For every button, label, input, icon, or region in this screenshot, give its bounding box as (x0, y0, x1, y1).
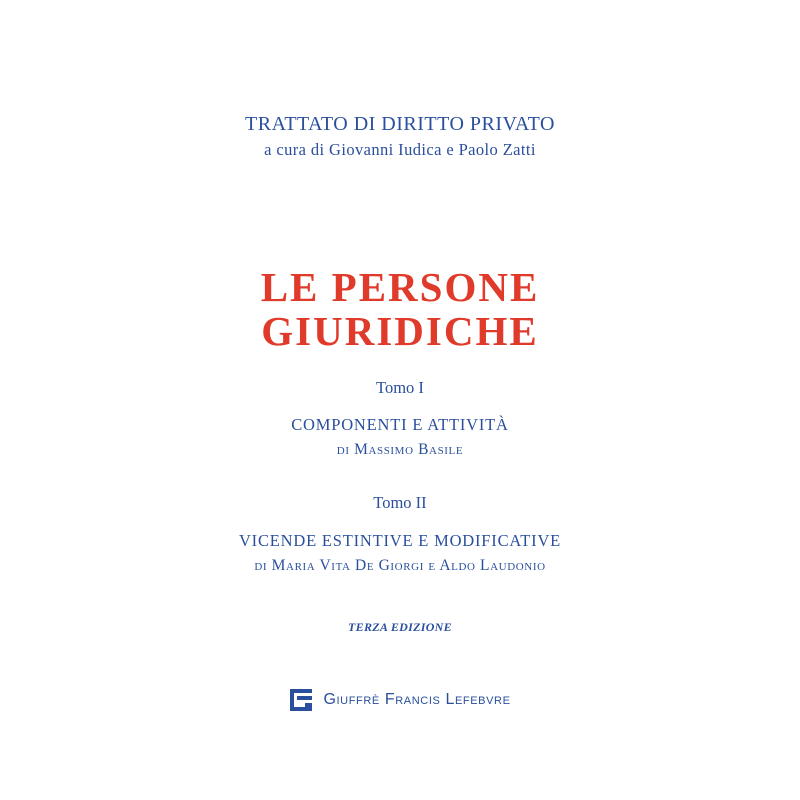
book-title-line-1: LE PERSONE (260, 264, 540, 310)
edition-label: TERZA EDIZIONE (348, 620, 452, 634)
volume-1-label: Tomo I (376, 378, 424, 397)
series-title: TRATTATO DI DIRITTO PRIVATO (245, 113, 555, 135)
giuffre-logo-icon (289, 688, 313, 712)
publisher-name: Giuffrè Francis Lefebvre (323, 691, 511, 708)
volume-2-title: VICENDE ESTINTIVE E MODIFICATIVE (238, 531, 562, 550)
volume-2-label: Tomo II (373, 493, 427, 512)
book-title-line-2: GIURIDICHE (261, 308, 539, 354)
volume-1-author: di Massimo Basile (336, 441, 464, 458)
volume-2-author: di Maria Vita De Giorgi e Aldo Laudonio (254, 557, 546, 574)
volume-1-title: COMPONENTI E ATTIVITÀ (291, 415, 509, 434)
series-editors: a cura di Giovanni Iudica e Paolo Zatti (264, 140, 536, 159)
publisher-block (0, 688, 800, 712)
